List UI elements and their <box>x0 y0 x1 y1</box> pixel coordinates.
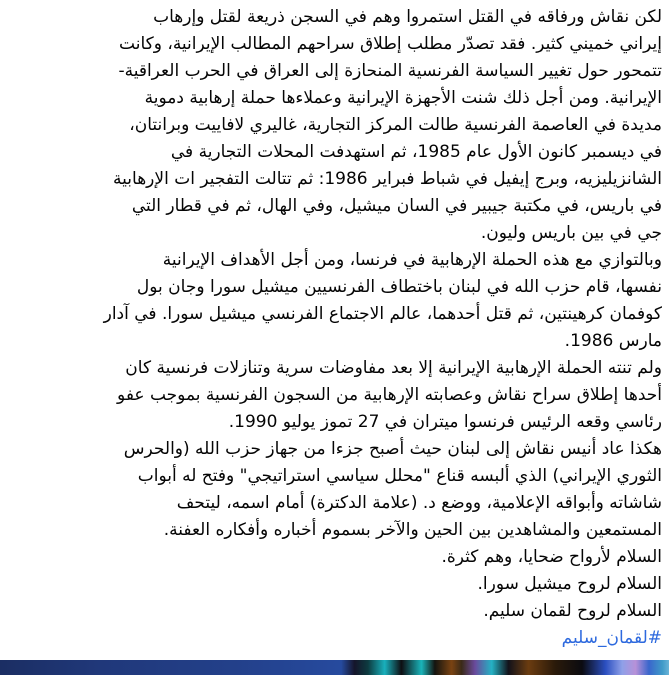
post-text-line: السلام لأرواح ضحايا، وهم كثرة. <box>441 547 662 567</box>
post-text-line: المستمعين والمشاهدين بين الحين والآخر بسموم أخباره وأفكاره العفنة. <box>163 520 662 540</box>
post-text-line: كوفمان كرهينتين، ثم قتل أحدهما، عالم الاجتماع الفرنسي ميشيل سورا. في آدار <box>103 304 662 324</box>
post-text-line: في باريس، في مكتبة جيبير في السان ميشيل، وفي الهال، ثم في قطار التي <box>131 196 662 216</box>
post-text-line: الثوري الإيراني) الذي ألبسه قناع "محلل سياسي استراتيجي" وفتح له أبواب <box>137 466 662 486</box>
post-text-line: نفسها، قام حزب الله في لبنان باختطاف الفرنسيين ميشيل سورا وجان بول <box>136 277 662 297</box>
post-text-line: هكذا عاد أنيس نقاش إلى لبنان حيث أصبح جزءا من جهاز حزب الله (والحرس <box>123 439 662 459</box>
post-text-line: تتمحور حول تغيير السياسة الفرنسية المنحازة إلى العراق في الحرب العراقية- <box>118 61 662 81</box>
attached-photo-strip[interactable] <box>0 660 669 675</box>
post-text-line: السلام لروح ميشيل سورا. <box>477 574 662 594</box>
post-text-line: أحدها إطلاق سراح نقاش وعصابته الإرهابية من السجون الفرنسية بموجب عفو <box>117 385 662 405</box>
hashtag-link[interactable]: #لقمان_سليم <box>561 628 662 648</box>
post-text-line: رئاسي وقعه الرئيس فرنسوا ميتران في 27 تموز يوليو 1990. <box>228 412 662 432</box>
post-text-line: مديدة في العاصمة الفرنسية طالت المركز التجارية، غاليري لافاييت وبرانتان، <box>129 115 662 135</box>
post-text-line: جي في بين باريس وليون. <box>480 223 662 243</box>
post-text-line: السلام لروح لقمان سليم. <box>483 601 662 621</box>
post-text-line: في ديسمبر كانون الأول عام 1985، ثم استهدفت المحلات التجارية في <box>170 142 662 162</box>
post-text-line: وبالتوازي مع هذه الحملة الإرهابية في فرنسا، ومن أجل الأهداف الإيرانية <box>162 250 662 270</box>
post-text-line: ولم تنته الحملة الإرهابية الإيرانية إلا بعد مفاوضات سرية وتنازلات فرنسية كان <box>125 358 662 378</box>
post-text-line: الشانزيليزيه، وبرج إيفيل في شباط فبراير 1986: ثم تتالت التفجير ات الإرهابية <box>113 169 662 189</box>
post-text-line: شاشاته وأبواقه الإعلامية، ووضع د. (علامة الدكترة) أمام اسمه، ليتحف <box>176 493 662 513</box>
post-text-line: مارس 1986. <box>564 331 662 351</box>
post-text-line: لكن نقاش ورفاقه في القتل استمروا وهم في السجن ذريعة لقتل وإرهاب <box>153 7 662 27</box>
post-text-line: إيراني خميني كثير. فقد تصدّر مطلب إطلاق سراحهم المطالب الإيرانية، وكانت <box>119 34 662 54</box>
post-text-line: الإيرانية. ومن أجل ذلك شنت الأجهزة الإيرانية وعملاءها حملة إرهابية دموية <box>144 88 662 108</box>
